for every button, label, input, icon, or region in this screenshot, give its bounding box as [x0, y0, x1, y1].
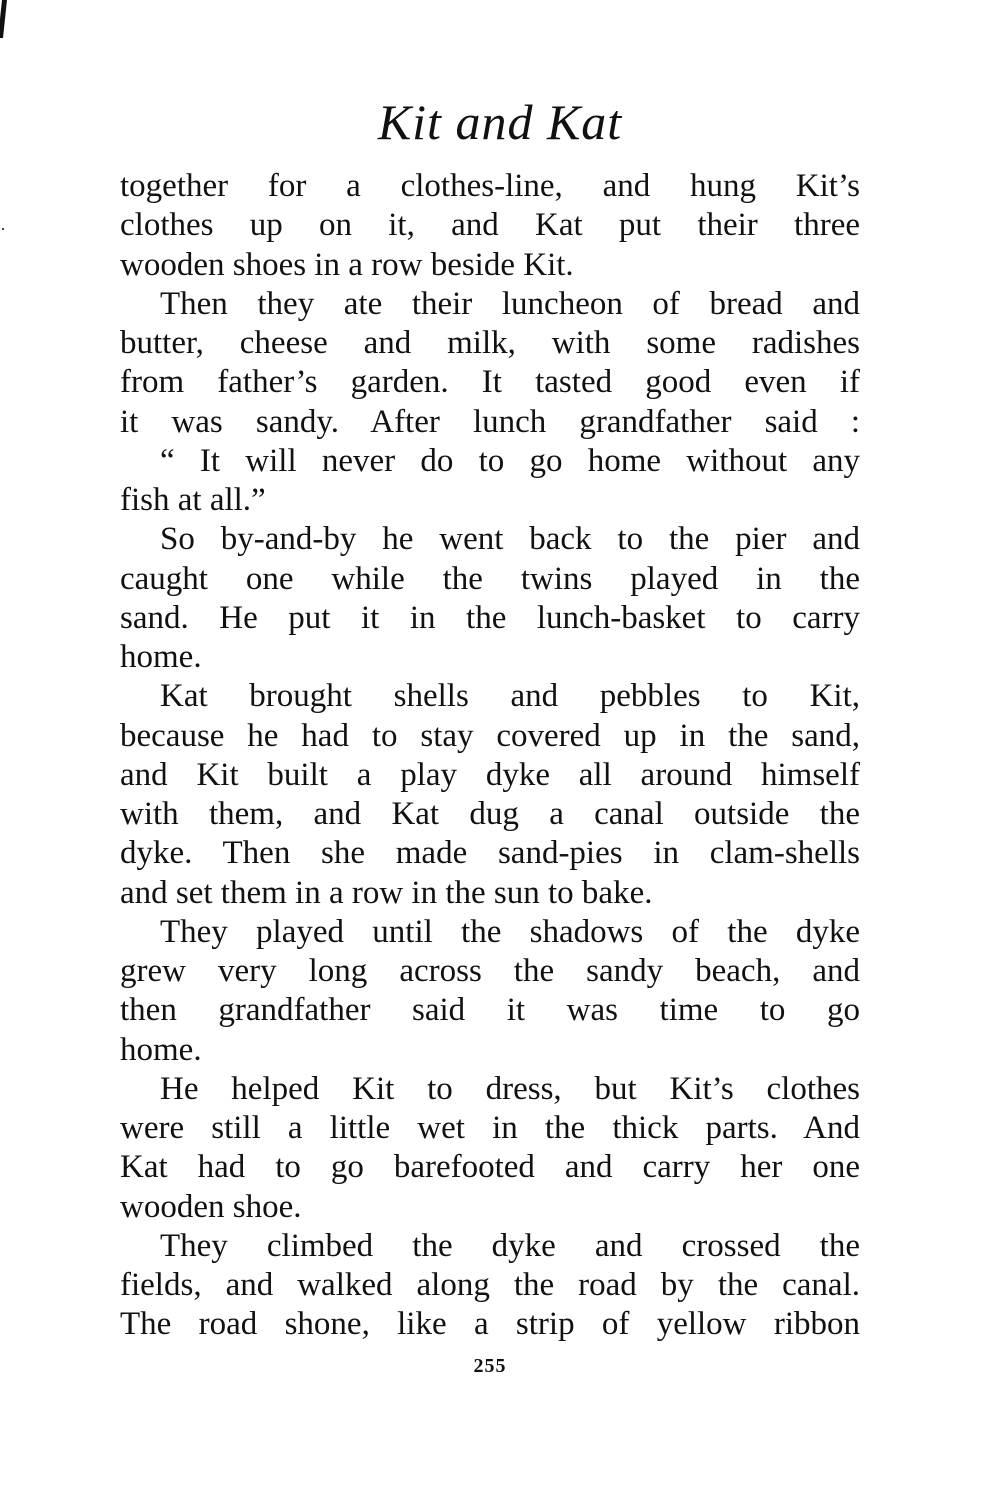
text-line: then grandfather said it was time to go: [120, 992, 860, 1029]
text-line: wooden shoe.: [120, 1188, 302, 1225]
text-line: He helped Kit to dress, but Kit’s clothes: [160, 1070, 860, 1107]
text-line: “ It will never do to go home without any: [160, 442, 860, 479]
text-line: fish at all.”: [120, 482, 266, 518]
text-line: So by-and-by he went back to the pier and: [160, 521, 860, 558]
text-line: home.: [120, 1031, 202, 1068]
text-line: Kat brought shells and pebbles to Kit,: [160, 678, 860, 715]
text-line: were still a little wet in the thick parts. And: [120, 1110, 860, 1146]
text-line: The road shone, like a strip of yellow ribbon: [120, 1306, 860, 1343]
text-line: and set them in a row in the sun to bake.: [120, 874, 653, 911]
running-head: Kit and Kat: [377, 94, 623, 150]
text-line: because he had to stay covered up in the sand,: [120, 717, 860, 754]
text-line: and Kit built a play dyke all around himself: [120, 756, 860, 793]
text-line: from father’s garden. It tasted good even if: [120, 364, 860, 401]
text-line: caught one while the twins played in the: [120, 560, 860, 597]
text-line: fields, and walked along the road by the canal.: [120, 1267, 860, 1303]
text-line: dyke. Then she made sand-pies in clam-shells: [120, 835, 860, 872]
text-line: it was sandy. After lunch grandfather said :: [120, 403, 860, 440]
text-line: They played until the shadows of the dyke: [160, 913, 860, 950]
text-line: grew very long across the sandy beach, and: [120, 953, 860, 989]
scan-speck: [2, 228, 4, 230]
text-line: butter, cheese and milk, with some radishes: [120, 325, 860, 361]
text-line: with them, and Kat dug a canal outside the: [120, 796, 860, 832]
text-line: Then they ate their luncheon of bread and: [160, 285, 860, 322]
text-line: clothes up on it, and Kat put their three: [120, 207, 860, 244]
text-line: wooden shoes in a row beside Kit.: [120, 246, 574, 283]
page-number: 255: [473, 1355, 507, 1377]
text-line: home.: [120, 639, 202, 675]
text-line: Kat had to go barefooted and carry her one: [120, 1149, 860, 1186]
scan-edge-mark: [0, 0, 7, 38]
text-line: together for a clothes-line, and hung Kit’s: [120, 168, 860, 204]
body-text: [120, 167, 860, 1345]
text-line: They climbed the dyke and crossed the: [160, 1227, 860, 1264]
text-line: sand. He put it in the lunch-basket to carry: [120, 599, 860, 636]
